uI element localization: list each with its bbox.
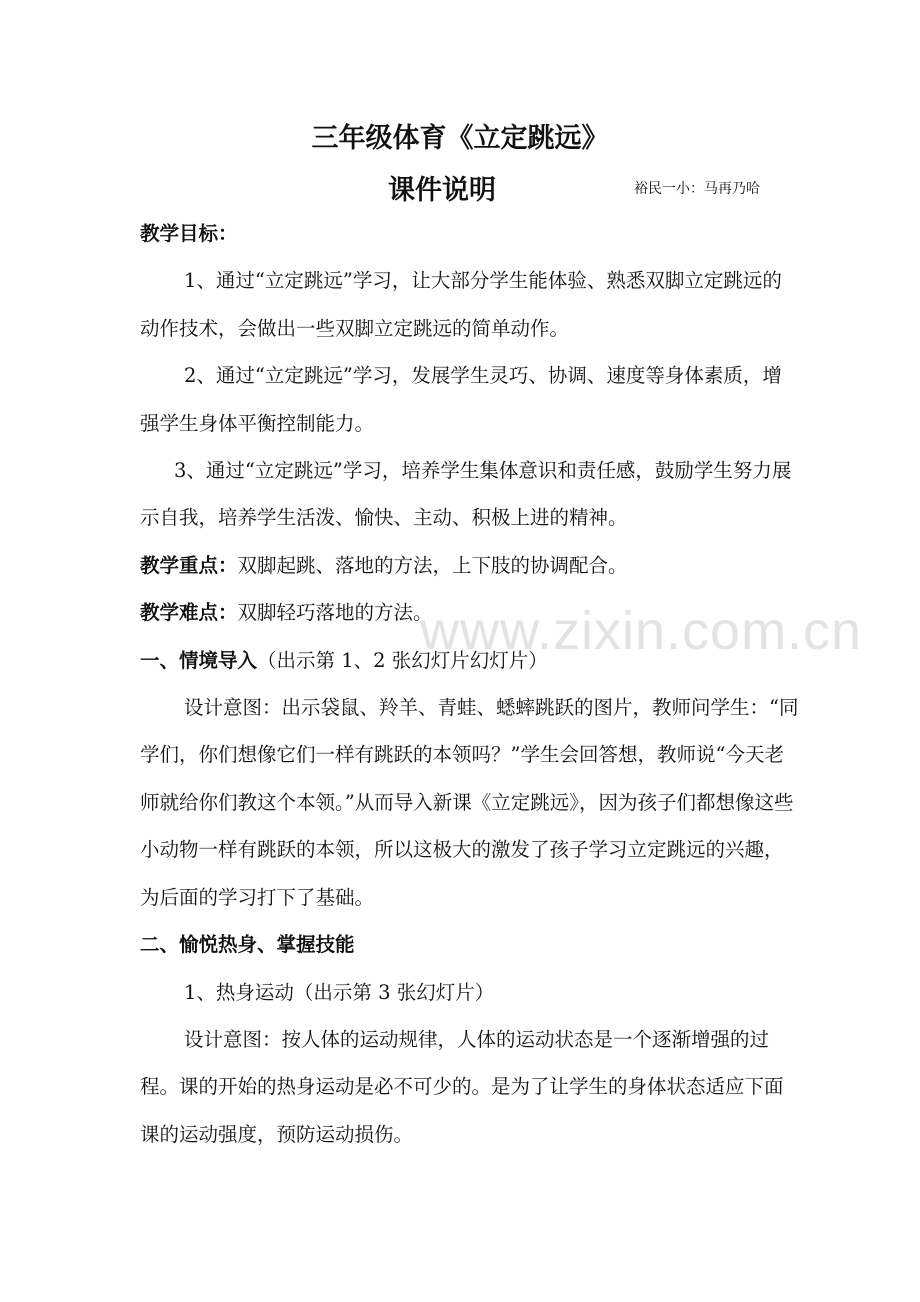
section2-sub1: 1、热身运动（出示第 3 张幻灯片） xyxy=(184,980,495,1004)
watermark: www.zixin.com.cn xyxy=(420,601,863,661)
key-point-text: 双脚起跳、落地的方法，上下肢的协调配合。 xyxy=(237,553,628,577)
document-title: 三年级体育《立定跳远》 xyxy=(311,123,609,154)
key-point-paragraph xyxy=(140,542,800,589)
goal-item-3: 3、通过“立定跳远”学习，培养学生集体意识和责任感，鼓励学生努力展示自我，培养学生活泼、愉快、主动、积极上进的精神。 xyxy=(140,459,792,530)
section1-design: 设计意图：出示袋鼠、羚羊、青蛙、蟋蟀跳跃的图片，教师问学生：“同学们，你们想像它们一样有跳跃的本领吗？”学生会回答想，教师说“今天老师就给你们教这个本领。”从而导入新课《立定跳远》，因为孩子们都想像这些小动物一样有跳跃的本领，所以这极大的激发了孩子学习立定跳远的兴趣，为后面的学习打下了基础。 xyxy=(140,696,799,909)
document-subtitle: 课件说明 xyxy=(388,175,496,206)
goal-item-1: 1、通过“立定跳远”学习，让大部分学生能体验、熟悉双脚立定跳远的动作技术，会做出一些双脚立定跳远的简单动作。 xyxy=(140,269,782,340)
key-point-label: 教学重点： xyxy=(140,553,238,577)
goals-heading: 教学目标： xyxy=(140,222,238,245)
difficulty-paragraph xyxy=(140,589,800,636)
section1-heading-line xyxy=(140,637,800,684)
document-body xyxy=(140,210,800,1158)
section2-heading: 二、愉悦热身、掌握技能 xyxy=(140,933,355,957)
goal-item-2: 2、通过“立定跳远”学习，发展学生灵巧、协调、速度等身体素质，增强学生身体平衡控制能力。 xyxy=(140,364,782,435)
author-line: 裕民一小：马再乃哈 xyxy=(634,181,760,197)
section1-note: （出示第 1、2 张幻灯片幻灯片） xyxy=(257,648,548,672)
difficulty-text: 双脚轻巧落地的方法。 xyxy=(237,601,433,625)
section2-design: 设计意图：按人体的运动规律，人体的运动状态是一个逐渐增强的过程。课的开始的热身运动是必不可少的。是为了让学生的身体状态适应下面课的运动强度，预防运动损伤。 xyxy=(140,1027,784,1146)
section1-heading: 一、情境导入 xyxy=(140,648,258,672)
difficulty-label: 教学难点： xyxy=(140,601,238,625)
